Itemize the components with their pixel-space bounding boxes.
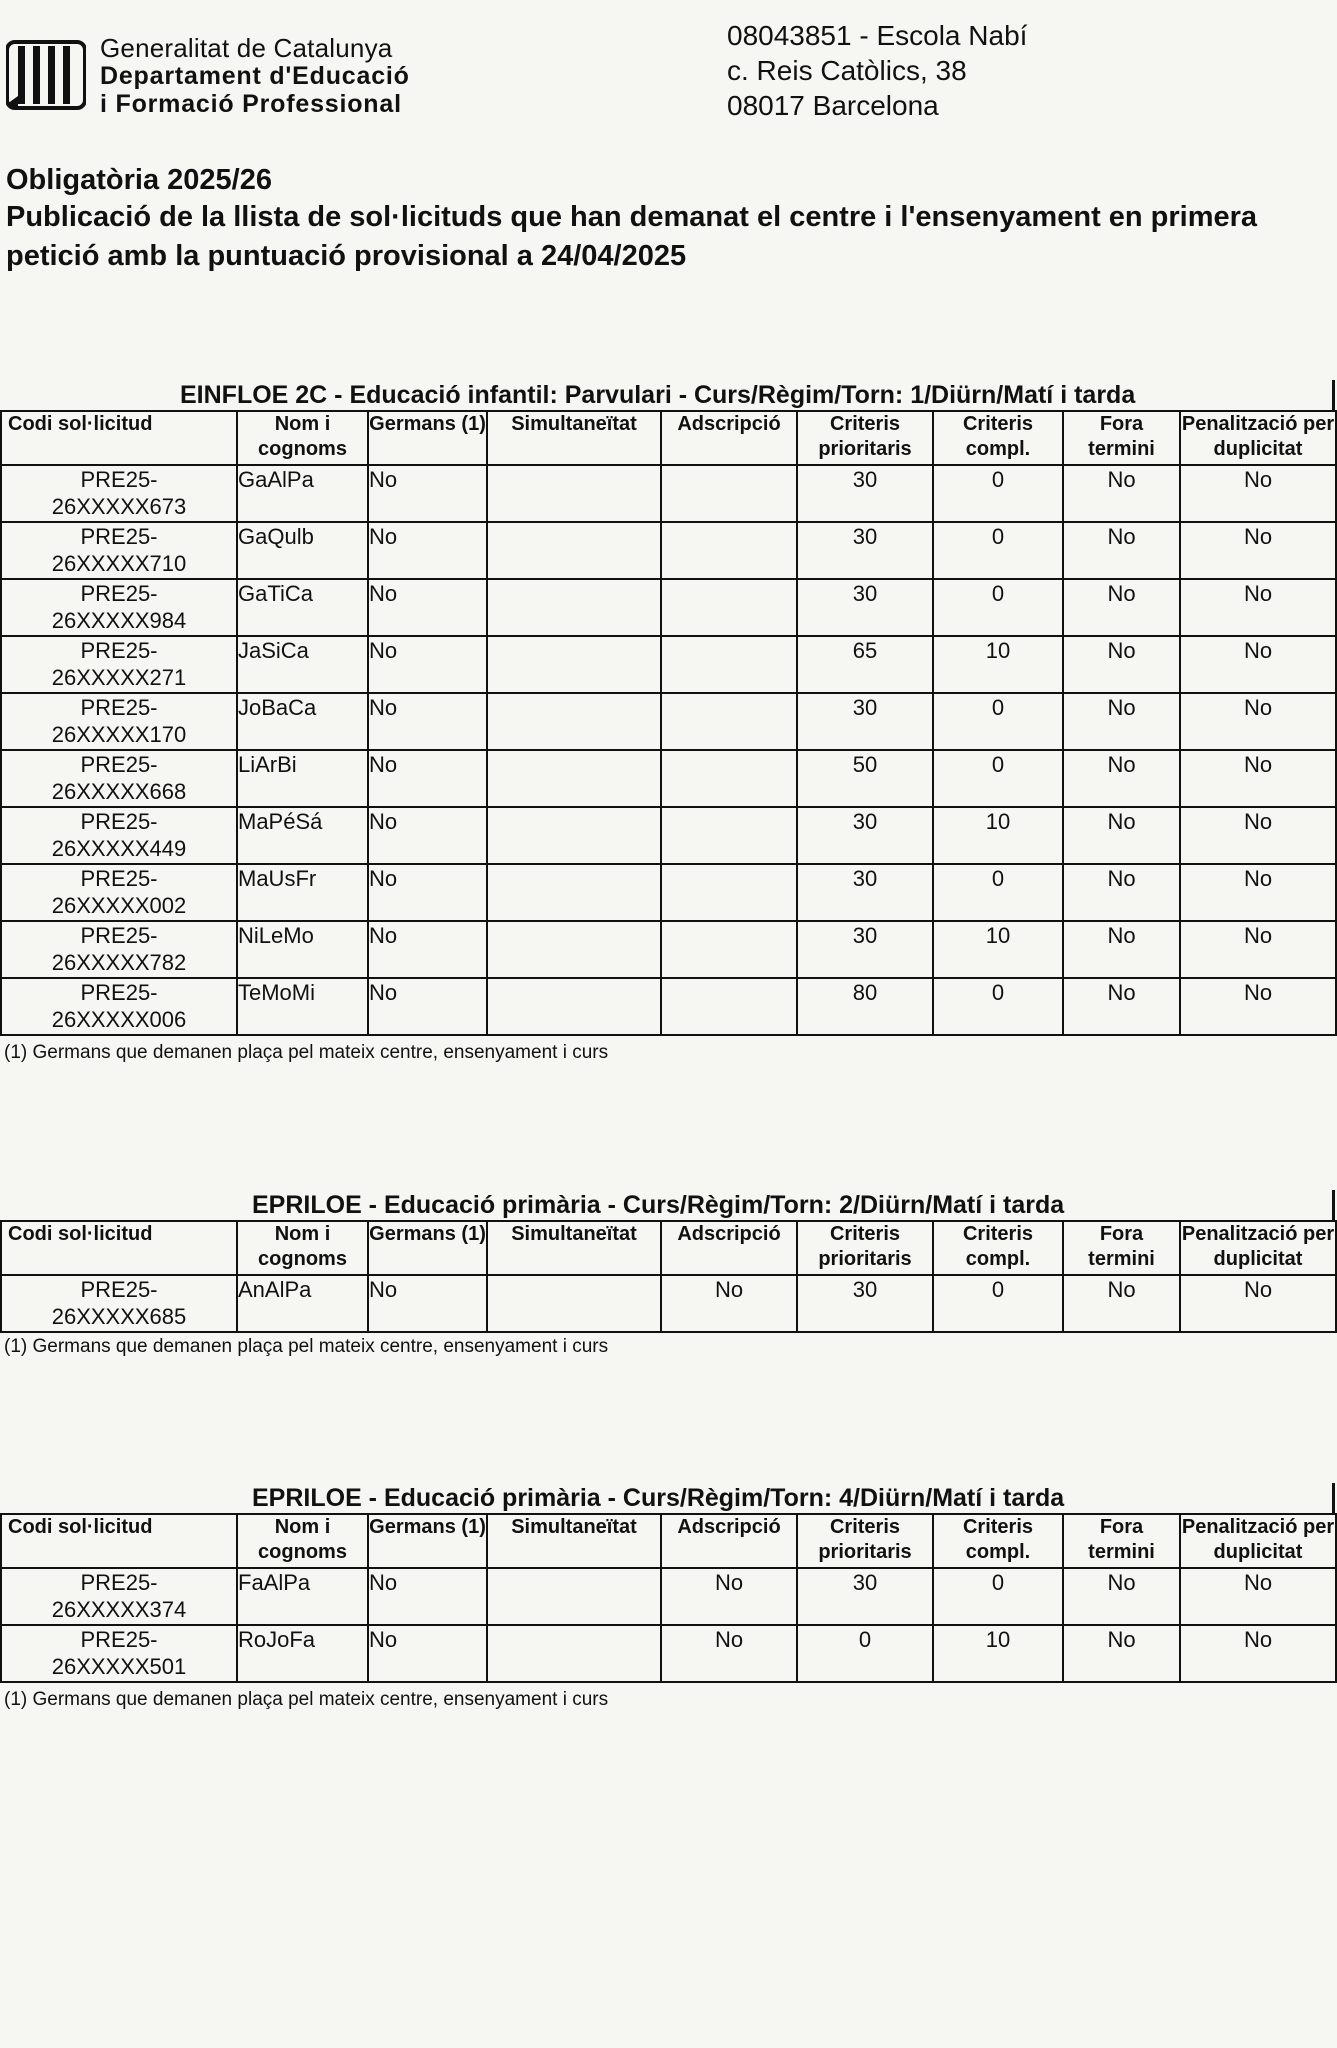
code-prefix: PRE25- (80, 467, 158, 492)
col-header-criteris-compl: Criteris compl. (933, 1514, 1063, 1568)
publication-title: Publicació de la llista de sol·licituds que han demanat el centre i l'ensenyament en primera petició amb la puntuació provisional a 24/04/2025 (6, 201, 1258, 272)
cell-codi (1, 864, 237, 921)
cell-simultaneitat (487, 978, 661, 1035)
col-header-fora-termini: Fora termini (1063, 1221, 1180, 1275)
col-header-simultaneitat: Simultaneïtat (487, 411, 661, 465)
col-header-codi: Codi sol·licitud (1, 411, 237, 465)
school-street: c. Reis Catòlics, 38 (727, 55, 967, 86)
cell-criteris-prioritaris: 65 (797, 636, 933, 693)
cell-name: MaUsFr (237, 864, 368, 921)
col-header-criteris-prioritaris: Criteris prioritaris (797, 1514, 933, 1568)
cell-simultaneitat (487, 1625, 661, 1682)
cell-simultaneitat (487, 1275, 661, 1332)
cell-adscripcio (661, 864, 797, 921)
section-divider (1332, 380, 1335, 410)
table-row (1, 807, 1336, 864)
code-number: 26XXXXX002 (51, 893, 187, 918)
cell-germans: No (368, 465, 487, 522)
cell-penalitzacio: No (1180, 807, 1336, 864)
cell-criteris-prioritaris: 30 (797, 579, 933, 636)
cell-criteris-compl: 0 (933, 693, 1063, 750)
cell-codi (1, 1568, 237, 1625)
table-row (1, 579, 1336, 636)
cell-penalitzacio: No (1180, 522, 1336, 579)
cell-simultaneitat (487, 864, 661, 921)
cell-germans: No (368, 522, 487, 579)
cell-criteris-prioritaris: 30 (797, 693, 933, 750)
code-prefix: PRE25- (80, 1277, 158, 1302)
col-header-germans: Germans (1) (368, 1514, 487, 1568)
table-row (1, 864, 1336, 921)
cell-adscripcio (661, 465, 797, 522)
cell-fora-termini: No (1063, 1568, 1180, 1625)
cell-name: TeMoMi (237, 978, 368, 1035)
col-header-adscripcio: Adscripció (661, 1514, 797, 1568)
cell-penalitzacio: No (1180, 693, 1336, 750)
cell-simultaneitat (487, 1568, 661, 1625)
col-header-nom: Nom i cognoms (237, 411, 368, 465)
cell-codi (1, 807, 237, 864)
gov-line-1: Generalitat de Catalunya (100, 33, 393, 63)
cell-simultaneitat (487, 921, 661, 978)
cell-fora-termini: No (1063, 807, 1180, 864)
cell-criteris-compl: 0 (933, 579, 1063, 636)
cell-codi (1, 921, 237, 978)
cell-criteris-prioritaris: 30 (797, 1568, 933, 1625)
cell-adscripcio (661, 522, 797, 579)
cell-criteris-prioritaris: 30 (797, 522, 933, 579)
cell-criteris-prioritaris: 50 (797, 750, 933, 807)
cell-germans: No (368, 579, 487, 636)
cell-criteris-compl: 0 (933, 522, 1063, 579)
cell-adscripcio (661, 978, 797, 1035)
cell-simultaneitat (487, 636, 661, 693)
code-prefix: PRE25- (80, 866, 158, 891)
cell-codi (1, 978, 237, 1035)
code-number: 26XXXXX710 (51, 551, 187, 576)
cell-codi (1, 465, 237, 522)
applications-table (0, 410, 1337, 1036)
table-row (1, 921, 1336, 978)
code-prefix: PRE25- (80, 752, 158, 777)
cell-fora-termini: No (1063, 522, 1180, 579)
footnote: (1) Germans que demanen plaça pel mateix centre, ensenyament i curs (4, 1336, 609, 1357)
cell-penalitzacio: No (1180, 864, 1336, 921)
cell-criteris-prioritaris: 30 (797, 807, 933, 864)
cell-adscripcio (661, 579, 797, 636)
table-row (1, 693, 1336, 750)
cell-simultaneitat (487, 465, 661, 522)
cell-criteris-prioritaris: 0 (797, 1625, 933, 1682)
cell-germans: No (368, 1275, 487, 1332)
school-address (727, 18, 1027, 123)
col-header-codi: Codi sol·licitud (1, 1514, 237, 1568)
cell-fora-termini: No (1063, 921, 1180, 978)
year-title: Obligatòria 2025/26 (6, 164, 272, 196)
cell-criteris-compl: 0 (933, 1275, 1063, 1332)
cell-germans: No (368, 1625, 487, 1682)
cell-name: GaTiCa (237, 579, 368, 636)
col-header-penalitzacio: Penalització per duplicitat (1180, 1221, 1336, 1275)
cell-fora-termini: No (1063, 1625, 1180, 1682)
code-prefix: PRE25- (80, 1627, 158, 1652)
cell-name: NiLeMo (237, 921, 368, 978)
cell-simultaneitat (487, 522, 661, 579)
cell-fora-termini: No (1063, 693, 1180, 750)
cell-penalitzacio: No (1180, 750, 1336, 807)
col-header-germans: Germans (1) (368, 1221, 487, 1275)
applications-table (0, 1513, 1337, 1683)
cell-name: MaPéSá (237, 807, 368, 864)
cell-adscripcio (661, 807, 797, 864)
cell-fora-termini: No (1063, 864, 1180, 921)
col-header-fora-termini: Fora termini (1063, 1514, 1180, 1568)
col-header-penalitzacio: Penalització per duplicitat (1180, 411, 1336, 465)
cell-criteris-compl: 0 (933, 978, 1063, 1035)
col-header-simultaneitat: Simultaneïtat (487, 1221, 661, 1275)
section-title: EPRILOE - Educació primària - Curs/Règim/Torn: 2/Diürn/Matí i tarda (252, 1191, 1065, 1219)
cell-criteris-prioritaris: 30 (797, 1275, 933, 1332)
section-title: EPRILOE - Educació primària - Curs/Règim/Torn: 4/Diürn/Matí i tarda (252, 1484, 1065, 1512)
col-header-simultaneitat: Simultaneïtat (487, 1514, 661, 1568)
cell-name: GaQulb (237, 522, 368, 579)
cell-penalitzacio: No (1180, 1275, 1336, 1332)
cell-fora-termini: No (1063, 978, 1180, 1035)
cell-criteris-compl: 10 (933, 921, 1063, 978)
cell-adscripcio: No (661, 1568, 797, 1625)
table-row (1, 978, 1336, 1035)
table-row (1, 1568, 1336, 1625)
cell-criteris-compl: 0 (933, 750, 1063, 807)
code-prefix: PRE25- (80, 695, 158, 720)
col-header-adscripcio: Adscripció (661, 1221, 797, 1275)
department-name (100, 34, 410, 118)
cell-penalitzacio: No (1180, 1625, 1336, 1682)
code-number: 26XXXXX449 (51, 836, 187, 861)
cell-fora-termini: No (1063, 750, 1180, 807)
col-header-fora-termini: Fora termini (1063, 411, 1180, 465)
cell-germans: No (368, 1568, 487, 1625)
section-divider (1332, 1190, 1335, 1220)
generalitat-logo-icon (6, 38, 86, 110)
cell-criteris-prioritaris: 30 (797, 864, 933, 921)
cell-adscripcio (661, 693, 797, 750)
cell-codi (1, 579, 237, 636)
code-prefix: PRE25- (80, 1570, 158, 1595)
code-number: 26XXXXX501 (51, 1654, 187, 1679)
cell-simultaneitat (487, 807, 661, 864)
cell-adscripcio (661, 636, 797, 693)
table-row (1, 1625, 1336, 1682)
cell-simultaneitat (487, 579, 661, 636)
section-title: EINFLOE 2C - Educació infantil: Parvulari - Curs/Règim/Torn: 1/Diürn/Matí i tarda (180, 381, 1136, 409)
cell-codi (1, 1275, 237, 1332)
gov-line-3: i Formació Professional (100, 90, 402, 118)
cell-name: FaAlPa (237, 1568, 368, 1625)
col-header-criteris-prioritaris: Criteris prioritaris (797, 411, 933, 465)
table-row (1, 750, 1336, 807)
cell-name: JoBaCa (237, 693, 368, 750)
code-number: 26XXXXX374 (51, 1597, 187, 1622)
applications-table (0, 1220, 1337, 1333)
cell-penalitzacio: No (1180, 1568, 1336, 1625)
code-number: 26XXXXX782 (51, 950, 187, 975)
code-prefix: PRE25- (80, 809, 158, 834)
cell-criteris-compl: 0 (933, 1568, 1063, 1625)
cell-name: JaSiCa (237, 636, 368, 693)
table-row (1, 636, 1336, 693)
section-divider (1332, 1483, 1335, 1513)
cell-criteris-prioritaris: 80 (797, 978, 933, 1035)
cell-fora-termini: No (1063, 465, 1180, 522)
col-header-criteris-prioritaris: Criteris prioritaris (797, 1221, 933, 1275)
header (6, 32, 410, 118)
cell-criteris-compl: 0 (933, 465, 1063, 522)
cell-name: RoJoFa (237, 1625, 368, 1682)
cell-name: LiArBi (237, 750, 368, 807)
cell-criteris-compl: 10 (933, 1625, 1063, 1682)
cell-penalitzacio: No (1180, 636, 1336, 693)
cell-name: AnAlPa (237, 1275, 368, 1332)
code-prefix: PRE25- (80, 524, 158, 549)
page-title (6, 162, 1326, 276)
code-number: 26XXXXX673 (51, 494, 187, 519)
footnote: (1) Germans que demanen plaça pel mateix centre, ensenyament i curs (4, 1042, 609, 1063)
code-prefix: PRE25- (80, 638, 158, 663)
cell-germans: No (368, 750, 487, 807)
cell-penalitzacio: No (1180, 465, 1336, 522)
code-number: 26XXXXX685 (51, 1304, 187, 1329)
cell-simultaneitat (487, 693, 661, 750)
cell-name: GaAlPa (237, 465, 368, 522)
footnote: (1) Germans que demanen plaça pel mateix centre, ensenyament i curs (4, 1689, 609, 1710)
table-row (1, 1275, 1336, 1332)
cell-germans: No (368, 807, 487, 864)
cell-germans: No (368, 864, 487, 921)
cell-penalitzacio: No (1180, 921, 1336, 978)
code-number: 26XXXXX170 (51, 722, 187, 747)
cell-adscripcio (661, 921, 797, 978)
code-number: 26XXXXX271 (51, 665, 187, 690)
col-header-nom: Nom i cognoms (237, 1514, 368, 1568)
cell-codi (1, 636, 237, 693)
cell-fora-termini: No (1063, 579, 1180, 636)
code-number: 26XXXXX668 (51, 779, 187, 804)
cell-germans: No (368, 636, 487, 693)
code-prefix: PRE25- (80, 581, 158, 606)
col-header-penalitzacio: Penalització per duplicitat (1180, 1514, 1336, 1568)
cell-criteris-compl: 0 (933, 864, 1063, 921)
col-header-germans: Germans (1) (368, 411, 487, 465)
col-header-adscripcio: Adscripció (661, 411, 797, 465)
cell-codi (1, 750, 237, 807)
cell-germans: No (368, 693, 487, 750)
cell-penalitzacio: No (1180, 978, 1336, 1035)
school-city: 08017 Barcelona (727, 90, 939, 121)
code-prefix: PRE25- (80, 923, 158, 948)
code-number: 26XXXXX984 (51, 608, 187, 633)
table-row (1, 522, 1336, 579)
cell-fora-termini: No (1063, 1275, 1180, 1332)
cell-fora-termini: No (1063, 636, 1180, 693)
cell-codi (1, 693, 237, 750)
cell-criteris-prioritaris: 30 (797, 921, 933, 978)
code-number: 26XXXXX006 (51, 1007, 187, 1032)
cell-germans: No (368, 921, 487, 978)
col-header-codi: Codi sol·licitud (1, 1221, 237, 1275)
col-header-criteris-compl: Criteris compl. (933, 411, 1063, 465)
col-header-nom: Nom i cognoms (237, 1221, 368, 1275)
cell-criteris-compl: 10 (933, 636, 1063, 693)
cell-penalitzacio: No (1180, 579, 1336, 636)
code-prefix: PRE25- (80, 980, 158, 1005)
gov-line-2: Departament d'Educació (100, 62, 410, 90)
cell-criteris-prioritaris: 30 (797, 465, 933, 522)
cell-adscripcio: No (661, 1625, 797, 1682)
cell-codi (1, 522, 237, 579)
cell-germans: No (368, 978, 487, 1035)
cell-criteris-compl: 10 (933, 807, 1063, 864)
school-code-name: 08043851 - Escola Nabí (727, 20, 1028, 51)
table-row (1, 465, 1336, 522)
cell-adscripcio: No (661, 1275, 797, 1332)
col-header-criteris-compl: Criteris compl. (933, 1221, 1063, 1275)
cell-adscripcio (661, 750, 797, 807)
cell-codi (1, 1625, 237, 1682)
cell-simultaneitat (487, 750, 661, 807)
